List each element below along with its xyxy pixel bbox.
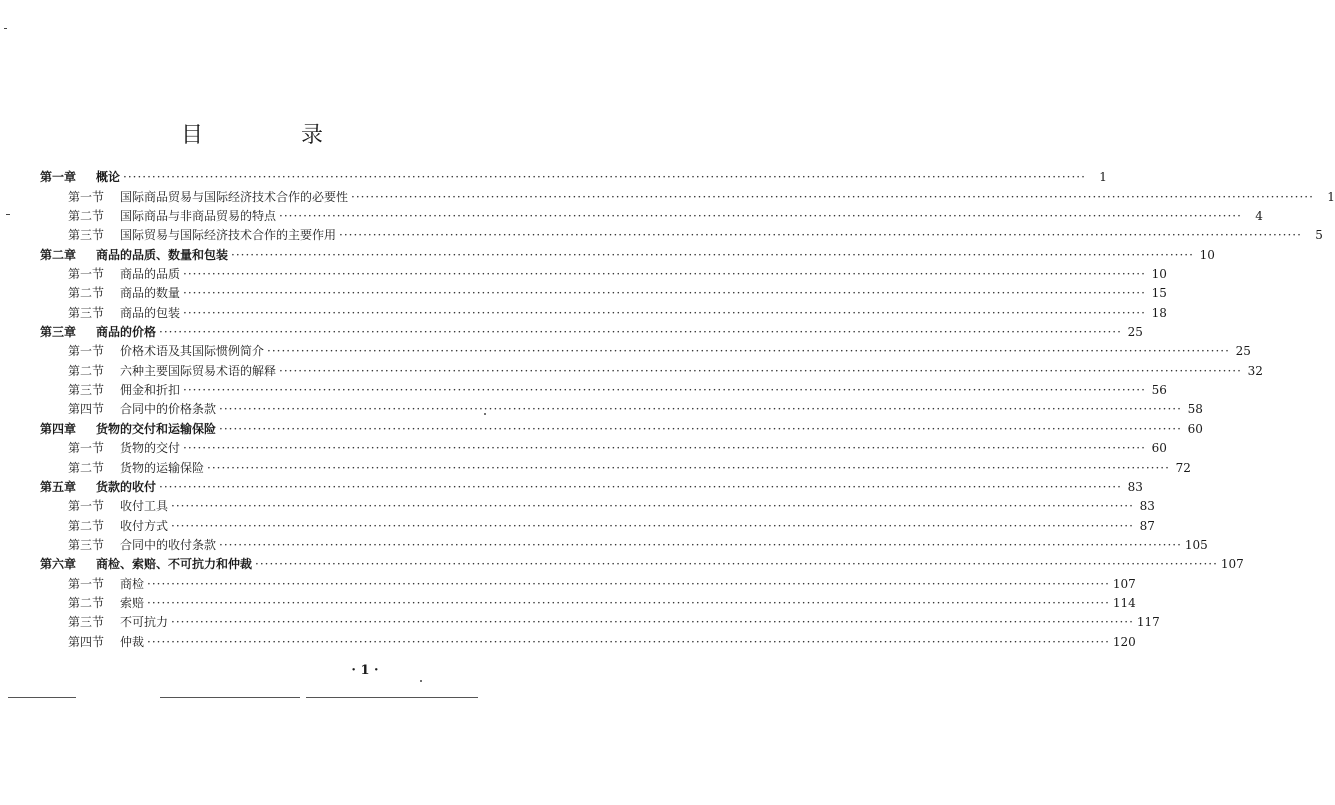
toc-title: 收付方式 [120, 518, 169, 533]
dot-leader: ········································································································································································································ [279, 209, 1242, 224]
toc-page: 83 [1139, 499, 1155, 514]
dot-leader: ········································································································································································································ [159, 325, 1122, 340]
toc-page: 18 [1151, 305, 1167, 320]
toc-page: 58 [1187, 402, 1203, 417]
toc-page: 107 [1220, 557, 1244, 572]
scan-speck [420, 680, 422, 682]
dot-leader: ········································································································································································································ [267, 344, 1230, 359]
toc-section [40, 436, 1167, 456]
toc-number: 第四节 [68, 402, 105, 417]
toc-number: 第三节 [68, 615, 105, 630]
toc-title: 商检 [120, 576, 145, 591]
toc-page: 107 [1112, 576, 1136, 591]
toc-title: 概论 [96, 170, 121, 185]
toc-number: 第三节 [68, 383, 105, 398]
toc-title: 合同中的价格条款 [120, 402, 217, 417]
toc-section [40, 533, 1208, 552]
dot-leader: ········································································································································································································ [183, 305, 1146, 320]
dot-leader: ········································································································································································································ [207, 460, 1170, 475]
toc-number: 第二章 [40, 247, 77, 262]
toc-title: 商品的包装 [120, 305, 181, 320]
toc-title: 货物的交付和运输保险 [96, 421, 217, 436]
toc-title: 商品的品质、数量和包装 [96, 247, 229, 262]
toc-section [40, 455, 1191, 475]
dot-leader: ········································································································································································································ [183, 441, 1146, 456]
toc-number: 第一章 [40, 170, 77, 185]
page-title: 目 录 [180, 123, 361, 148]
toc-section [40, 494, 1155, 514]
dot-leader: ········································································································································································································ [279, 363, 1242, 378]
toc-title: 收付工具 [120, 499, 169, 514]
toc-title: 国际贸易与国际经济技术合作的主要作用 [120, 228, 337, 243]
toc-title: 货物的运输保险 [120, 460, 205, 475]
toc-section [40, 358, 1263, 378]
toc-number: 第二节 [68, 518, 105, 533]
toc-chapter-1 [40, 165, 1107, 185]
toc-number: 第一节 [68, 576, 105, 591]
dot-leader: ········································································································································································································ [171, 615, 1134, 630]
dot-leader: ········································································································································································································ [231, 247, 1194, 262]
dot-leader: ········································································································································································································ [147, 595, 1110, 610]
toc-section [40, 513, 1155, 533]
toc-title: 商检、索赔、不可抗力和仲裁 [96, 557, 253, 572]
toc-section [40, 591, 1136, 610]
toc-section [40, 281, 1167, 301]
footer-rule [160, 697, 300, 698]
toc-page: 114 [1112, 595, 1136, 610]
toc-number: 第六章 [40, 557, 77, 572]
dot-leader: ········································································································································································································ [339, 228, 1302, 243]
toc-title: 价格术语及其国际惯例简介 [120, 344, 265, 359]
toc-section [40, 262, 1167, 282]
toc-page: 5 [1315, 228, 1323, 243]
toc-page: 60 [1151, 441, 1167, 456]
toc-page: 10 [1199, 247, 1215, 262]
toc-chapter-2 [40, 242, 1215, 262]
toc-number: 第二节 [68, 363, 105, 378]
toc-page: 4 [1255, 209, 1263, 224]
dot-leader: ········································································································································································································ [183, 286, 1146, 301]
dot-leader: ········································································································································································································ [159, 479, 1122, 494]
toc-title: 货款的收付 [96, 479, 157, 494]
dot-leader: ········································································································································································································ [351, 189, 1314, 204]
toc-title: 商品的价格 [96, 325, 157, 340]
dot-leader: ········································································································································································································ [171, 499, 1134, 514]
page-number: · 1 · [351, 663, 379, 678]
toc-chapter-6 [40, 552, 1244, 572]
toc-chapter-4 [40, 416, 1203, 436]
toc-title: 索赔 [120, 595, 145, 610]
toc-page: 56 [1151, 383, 1167, 398]
dot-leader: ········································································································································································································ [183, 267, 1146, 282]
toc-section [40, 378, 1167, 398]
toc-section [40, 629, 1136, 649]
toc-number: 第一节 [68, 189, 105, 204]
toc-section [40, 610, 1160, 630]
footer-rule [306, 697, 478, 698]
toc-title: 六种主要国际贸易术语的解释 [120, 363, 277, 378]
dot-leader: ········································································································································································································ [147, 576, 1110, 591]
dot-leader: ········································································································································································································ [219, 402, 1182, 417]
dot-leader: ········································································································································································································ [219, 537, 1182, 552]
toc-page: 25 [1127, 325, 1143, 340]
toc-number: 第四节 [68, 634, 105, 649]
toc-page: 87 [1139, 518, 1155, 533]
toc-number: 第二节 [68, 209, 105, 224]
toc-page: 105 [1184, 537, 1208, 552]
scan-mark [6, 214, 10, 215]
toc-number: 第二节 [68, 286, 105, 301]
toc-page: 60 [1187, 421, 1203, 436]
toc-page: 32 [1247, 363, 1263, 378]
toc-number: 第三章 [40, 325, 77, 340]
toc-page: 15 [1151, 286, 1167, 301]
toc-page: 117 [1136, 615, 1160, 630]
dot-leader: ········································································································································································································ [123, 170, 1086, 185]
toc-number: 第四章 [40, 421, 77, 436]
toc-title: 国际商品贸易与国际经济技术合作的必要性 [120, 189, 349, 204]
toc-page: 25 [1235, 344, 1251, 359]
dot-leader: ········································································································································································································ [219, 421, 1182, 436]
toc-section [40, 397, 1203, 417]
toc-title: 货物的交付 [120, 441, 181, 456]
dot-leader: ········································································································································································································ [183, 383, 1146, 398]
toc-title: 佣金和折扣 [120, 383, 181, 398]
toc-page: 10 [1151, 267, 1167, 282]
footer-rule [8, 697, 76, 698]
toc-title: 合同中的收付条款 [120, 537, 217, 552]
toc-number: 第三节 [68, 305, 105, 320]
toc-number: 第五章 [40, 479, 77, 494]
toc-title: 仲裁 [120, 634, 145, 649]
table-of-contents [40, 165, 1335, 649]
toc-section [40, 204, 1263, 224]
toc-number: 第三节 [68, 537, 105, 552]
toc-number: 第一节 [68, 267, 105, 282]
toc-chapter-3 [40, 320, 1143, 340]
toc-title: 商品的数量 [120, 286, 181, 301]
toc-section [40, 571, 1136, 591]
toc-number: 第三节 [68, 228, 105, 243]
dot-leader: ········································································································································································································ [255, 557, 1218, 572]
toc-section [40, 184, 1335, 204]
toc-title: 国际商品与非商品贸易的特点 [120, 209, 277, 224]
toc-number: 第二节 [68, 595, 105, 610]
toc-page: 72 [1175, 460, 1191, 475]
dot-leader: ········································································································································································································ [171, 518, 1134, 533]
toc-title: 商品的品质 [120, 267, 181, 282]
toc-page: 1 [1327, 189, 1335, 204]
toc-number: 第一节 [68, 441, 105, 456]
scan-mark [4, 28, 7, 29]
toc-section [40, 300, 1167, 320]
dot-leader: ········································································································································································································ [147, 634, 1110, 649]
toc-page: 120 [1112, 634, 1136, 649]
toc-section [40, 223, 1323, 243]
toc-page: 1 [1099, 170, 1107, 185]
toc-number: 第二节 [68, 460, 105, 475]
toc-title: 不可抗力 [120, 615, 169, 630]
toc-number: 第一节 [68, 344, 105, 359]
toc-number: 第一节 [68, 499, 105, 514]
toc-section [40, 339, 1251, 359]
toc-page: 83 [1127, 479, 1143, 494]
toc-chapter-5 [40, 475, 1143, 494]
